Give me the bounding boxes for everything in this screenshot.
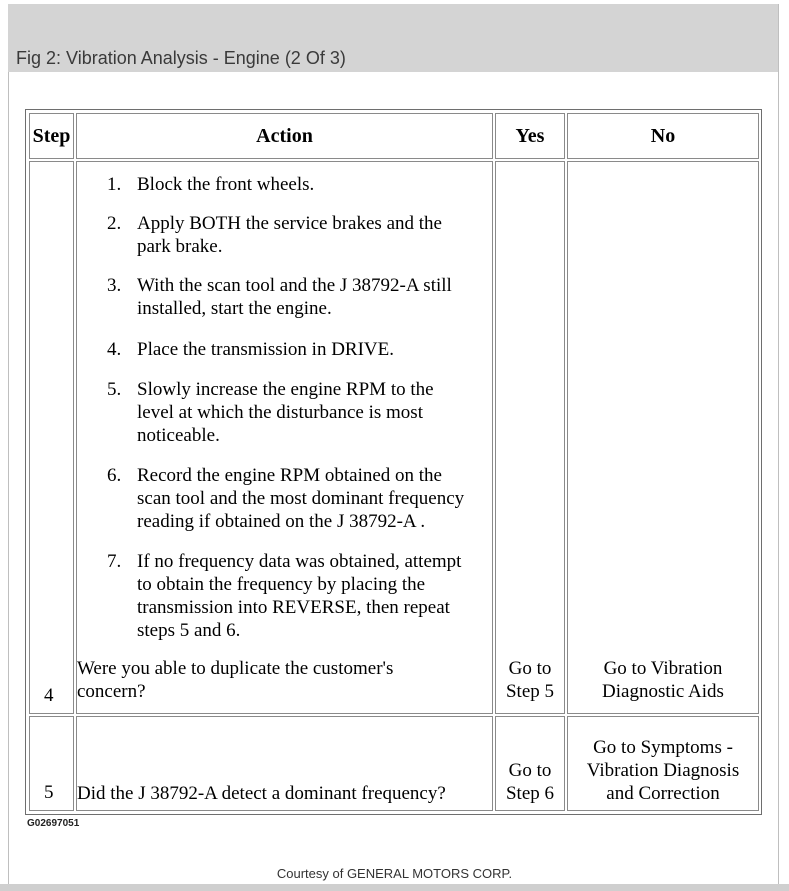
instruction-line: Slowly increase the engine RPM to the — [137, 379, 434, 400]
instruction-line: Apply BOTH the service brakes and the — [137, 213, 442, 234]
courtesy-credit: Courtesy of GENERAL MOTORS CORP. — [276, 866, 513, 881]
instruction-line: If no frequency data was obtained, attempt — [137, 551, 462, 572]
row5-action-cell — [76, 716, 493, 811]
no-line: Go to Vibration — [603, 658, 723, 679]
instruction-line: With the scan tool and the J 38792-A still — [137, 275, 452, 296]
row4-yes-cell — [495, 161, 565, 714]
instruction-text — [137, 274, 452, 320]
instruction-line: Place the transmission in DRIVE. — [137, 339, 394, 360]
no-line: Vibration Diagnosis — [586, 760, 740, 781]
yes-line: Step 6 — [505, 783, 555, 804]
instruction-text — [137, 550, 461, 642]
row4-yes — [496, 657, 564, 703]
instruction-line: scan tool and the most dominant frequency — [137, 488, 465, 509]
instruction-text — [137, 173, 314, 196]
diagnostic-table — [25, 109, 762, 815]
row5-question: Did the J 38792-A detect a dominant frequency? — [77, 783, 446, 804]
instruction-number: 7. — [107, 551, 122, 572]
instruction-line: park brake. — [137, 236, 223, 257]
yes-line: Step 5 — [505, 681, 555, 702]
row4-step-cell — [29, 161, 74, 714]
instruction-number: 5. — [107, 379, 122, 400]
row5-no-cell — [567, 716, 759, 811]
header-no: No — [567, 113, 759, 159]
instruction-line: noticeable. — [137, 425, 220, 446]
instruction-text — [137, 378, 434, 447]
row5-yes — [496, 759, 564, 805]
step-number: 4 — [44, 685, 54, 706]
yes-line: Go to — [508, 658, 552, 679]
instruction-line: Block the front wheels. — [137, 174, 315, 195]
no-line: Diagnostic Aids — [602, 681, 724, 702]
no-line: and Correction — [606, 783, 720, 804]
row4-action-cell — [76, 161, 493, 714]
question-line: concern? — [77, 681, 146, 702]
instruction-number: 2. — [107, 213, 122, 234]
row5-no — [568, 736, 758, 805]
instruction-line: to obtain the frequency by placing the — [137, 574, 426, 595]
question-line: Were you able to duplicate the customer's — [77, 658, 394, 679]
instruction-line: steps 5 and 6. — [137, 620, 241, 641]
figure-id: G02697051 — [27, 818, 80, 829]
instruction-line: level at which the disturbance is most — [137, 402, 423, 423]
yes-line: Go to — [508, 760, 552, 781]
instruction-line: Record the engine RPM obtained on the — [137, 465, 442, 486]
instruction-number: 1. — [107, 174, 122, 195]
instruction-number: 6. — [107, 465, 122, 486]
row5-yes-cell — [495, 716, 565, 811]
bottom-bar — [0, 884, 789, 891]
instruction-line: installed, start the engine. — [137, 298, 332, 319]
instruction-line: reading if obtained on the J 38792-A . — [137, 511, 426, 532]
row4-no-cell — [567, 161, 759, 714]
figure-caption: Fig 2: Vibration Analysis - Engine (2 Of 3) — [16, 48, 346, 68]
no-line: Go to Symptoms - — [593, 737, 733, 758]
step-number: 5 — [44, 782, 54, 803]
instruction-line: transmission into REVERSE, then repeat — [137, 597, 450, 618]
instruction-number: 4. — [107, 339, 122, 360]
instruction-number: 3. — [107, 275, 122, 296]
instruction-text — [137, 464, 464, 533]
header-action: Action — [76, 113, 493, 159]
instruction-text — [137, 338, 394, 361]
row5-step-cell — [29, 716, 74, 811]
header-yes: Yes — [495, 113, 565, 159]
row4-question — [77, 657, 393, 703]
row4-no — [568, 657, 758, 703]
header-step: Step — [29, 113, 74, 159]
instruction-text — [137, 212, 442, 258]
